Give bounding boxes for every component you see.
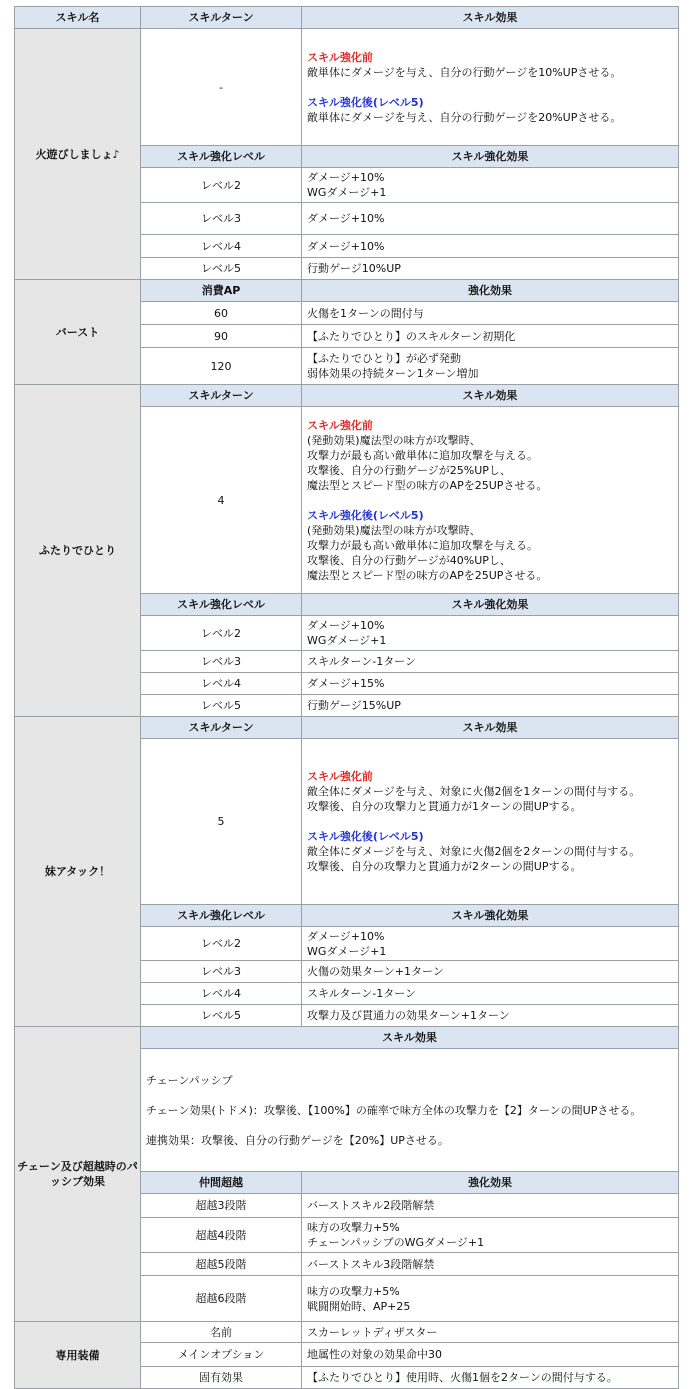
skill3-after-label: スキル強化後(レベル5) [307, 830, 424, 843]
skill2-name: ふたりでひとり [15, 385, 141, 717]
skill2-header-row [15, 385, 679, 407]
skill2-enh-level-header: スキル強化レベル [141, 594, 302, 616]
skill2-turn: 4 [141, 407, 302, 594]
skill3-level: レベル3 [141, 961, 302, 983]
skill2-level-effect: ダメージ+15% [302, 673, 679, 695]
skill1-effect [302, 29, 679, 146]
skill2-level: レベル2 [141, 616, 302, 651]
skill2-level: レベル3 [141, 651, 302, 673]
chain-passive-title: チェーンパッシブ [146, 1073, 233, 1087]
chain-name: チェーン及び超越時のパッシブ効果 [15, 1027, 141, 1322]
header-skill-effect: スキル効果 [302, 7, 679, 29]
skill3-level-effect: スキルターン-1ターン [302, 983, 679, 1005]
chain-stage-effect-header: 強化効果 [302, 1172, 679, 1194]
equip-label: 固有効果 [141, 1367, 302, 1389]
skill1-level: レベル2 [141, 168, 302, 203]
skill1-before-label: スキル強化前 [307, 50, 373, 64]
chain-stage: 超越4段階 [141, 1218, 302, 1253]
equip-label: メインオプション [141, 1343, 302, 1367]
burst-name: バースト [15, 280, 141, 385]
equip-value: 地属性の対象の効果命中30 [302, 1343, 679, 1367]
skill-table-container [14, 6, 678, 1389]
skill1-enh-level-header: スキル強化レベル [141, 146, 302, 168]
chain-stage-effect: バーストスキル3段階解禁 [302, 1253, 679, 1276]
skill2-level: レベル4 [141, 673, 302, 695]
skill3-header-row [15, 717, 679, 739]
skill1-before-line: 敵単体にダメージを与え、自分の行動ゲージを10%UPさせる。 [307, 65, 622, 79]
header-skill-turn: スキルターン [141, 7, 302, 29]
skill2-effect-header: スキル効果 [302, 385, 679, 407]
skill1-enh-effect-header: スキル強化効果 [302, 146, 679, 168]
burst-ap: 60 [141, 302, 302, 325]
skill3-effect: スキル強化前 敵全体にダメージを与え、対象に火傷2個を1ターンの間付与する。 攻撃後、自分の攻撃力と貫通力が1ターンの間UPする。 スキル強化後(レベル5) 敵全体にダメージを与え、対象に火傷2個を2ターンの間付与する。 攻撃後、自分の攻撃力と貫通力が2ターンの間UPする。 [302, 739, 679, 905]
skill3-enh-level-header: スキル強化レベル [141, 905, 302, 927]
chain-finish-effect: チェーン効果(トドメ)：攻撃後、【100%】の確率で味方全体の攻撃力を【2】ターンの間UPさせる。 [146, 1103, 642, 1117]
chain-effect-header: スキル効果 [141, 1027, 679, 1049]
skill1-name: 火遊びしましょ♪ [15, 29, 141, 280]
burst-effect: 火傷を1ターンの間付与 [302, 302, 679, 325]
equip-label: 名前 [141, 1322, 302, 1343]
skill2-level-effect: スキルターン-1ターン [302, 651, 679, 673]
skill1-after-line: 敵単体にダメージを与え、自分の行動ゲージを20%UPさせる。 [307, 110, 622, 124]
skill1-main-row [15, 29, 679, 146]
skill2-enh-effect-header: スキル強化効果 [302, 594, 679, 616]
chain-stage-header: 仲間超越 [141, 1172, 302, 1194]
skill3-level: レベル5 [141, 1005, 302, 1027]
equip-value: 【ふたりでひとり】使用時、火傷1個を2ターンの間付与する。 [302, 1367, 679, 1389]
skill2-level-effect: 行動ゲージ15%UP [302, 695, 679, 717]
skill3-level-effect: ダメージ+10% WGダメージ+1 [302, 927, 679, 961]
chain-link-effect: 連携効果：攻撃後、自分の行動ゲージを【20%】UPさせる。 [146, 1133, 449, 1147]
skill2-level: レベル5 [141, 695, 302, 717]
skill2-turn-header: スキルターン [141, 385, 302, 407]
table-row [15, 1322, 679, 1343]
skill3-before-label: スキル強化前 [307, 770, 373, 783]
skill2-effect: スキル強化前 (発動効果)魔法型の味方が攻撃時、 攻撃力が最も高い敵単体に追加攻撃を与える。 攻撃後、自分の行動ゲージが25%UPし、 魔法型とスピード型の味方のAPを25UPさせる。 スキル強化後(レベル5) (発動効果)魔法型の味方が攻撃時、 攻撃力が最も高い敵単体に追加攻撃を与える。 攻撃後、自分の行動ゲージが40%UPし、 魔法型とスピード型の味方のAPを25UPさせる。 [302, 407, 679, 594]
chain-header-row [15, 1027, 679, 1049]
skill1-after-label: スキル強化後(レベル5) [307, 95, 424, 109]
burst-effect: 【ふたりでひとり】のスキルターン初期化 [302, 325, 679, 348]
skill1-level: レベル5 [141, 258, 302, 280]
burst-effect-header: 強化効果 [302, 280, 679, 302]
equip-name: 専用装備 [15, 1322, 141, 1389]
table-header-row [15, 7, 679, 29]
skill3-turn-header: スキルターン [141, 717, 302, 739]
skill2-level-effect: ダメージ+10% WGダメージ+1 [302, 616, 679, 651]
chain-stage: 超越5段階 [141, 1253, 302, 1276]
skill3-level: レベル4 [141, 983, 302, 1005]
skill2-before-label: スキル強化前 [307, 418, 373, 432]
chain-stage-effect: 味方の攻撃力+5% チェーンパッシブのWGダメージ+1 [302, 1218, 679, 1253]
chain-effect [141, 1049, 679, 1172]
burst-header-row [15, 280, 679, 302]
chain-stage: 超越3段階 [141, 1194, 302, 1218]
header-skill-name: スキル名 [15, 7, 141, 29]
skill1-level: レベル3 [141, 203, 302, 235]
burst-ap: 90 [141, 325, 302, 348]
burst-ap: 120 [141, 348, 302, 385]
skill3-name: 妹アタック！ [15, 717, 141, 1027]
skill-table [14, 6, 679, 1389]
chain-stage: 超越6段階 [141, 1276, 302, 1322]
skill3-effect-header: スキル効果 [302, 717, 679, 739]
skill1-level-effect: ダメージ+10% [302, 203, 679, 235]
skill1-level-effect: ダメージ+10% [302, 235, 679, 258]
skill2-after-label: スキル強化後(レベル5) [307, 508, 424, 522]
skill1-level-effect: ダメージ+10% WGダメージ+1 [302, 168, 679, 203]
chain-stage-effect: バーストスキル2段階解禁 [302, 1194, 679, 1218]
skill1-level: レベル4 [141, 235, 302, 258]
skill3-enh-effect-header: スキル強化効果 [302, 905, 679, 927]
skill3-turn: 5 [141, 739, 302, 905]
chain-stage-effect: 味方の攻撃力+5% 戦闘開始時、AP+25 [302, 1276, 679, 1322]
skill3-level-effect: 火傷の効果ターン+1ターン [302, 961, 679, 983]
skill3-level: レベル2 [141, 927, 302, 961]
skill1-level-effect: 行動ゲージ10%UP [302, 258, 679, 280]
burst-ap-header: 消費AP [141, 280, 302, 302]
skill1-turn: - [141, 29, 302, 146]
skill3-level-effect: 攻撃力及び貫通力の効果ターン+1ターン [302, 1005, 679, 1027]
burst-effect: 【ふたりでひとり】が必ず発動 弱体効果の持続ターン1ターン増加 [302, 348, 679, 385]
equip-value: スカーレットディザスター [302, 1322, 679, 1343]
